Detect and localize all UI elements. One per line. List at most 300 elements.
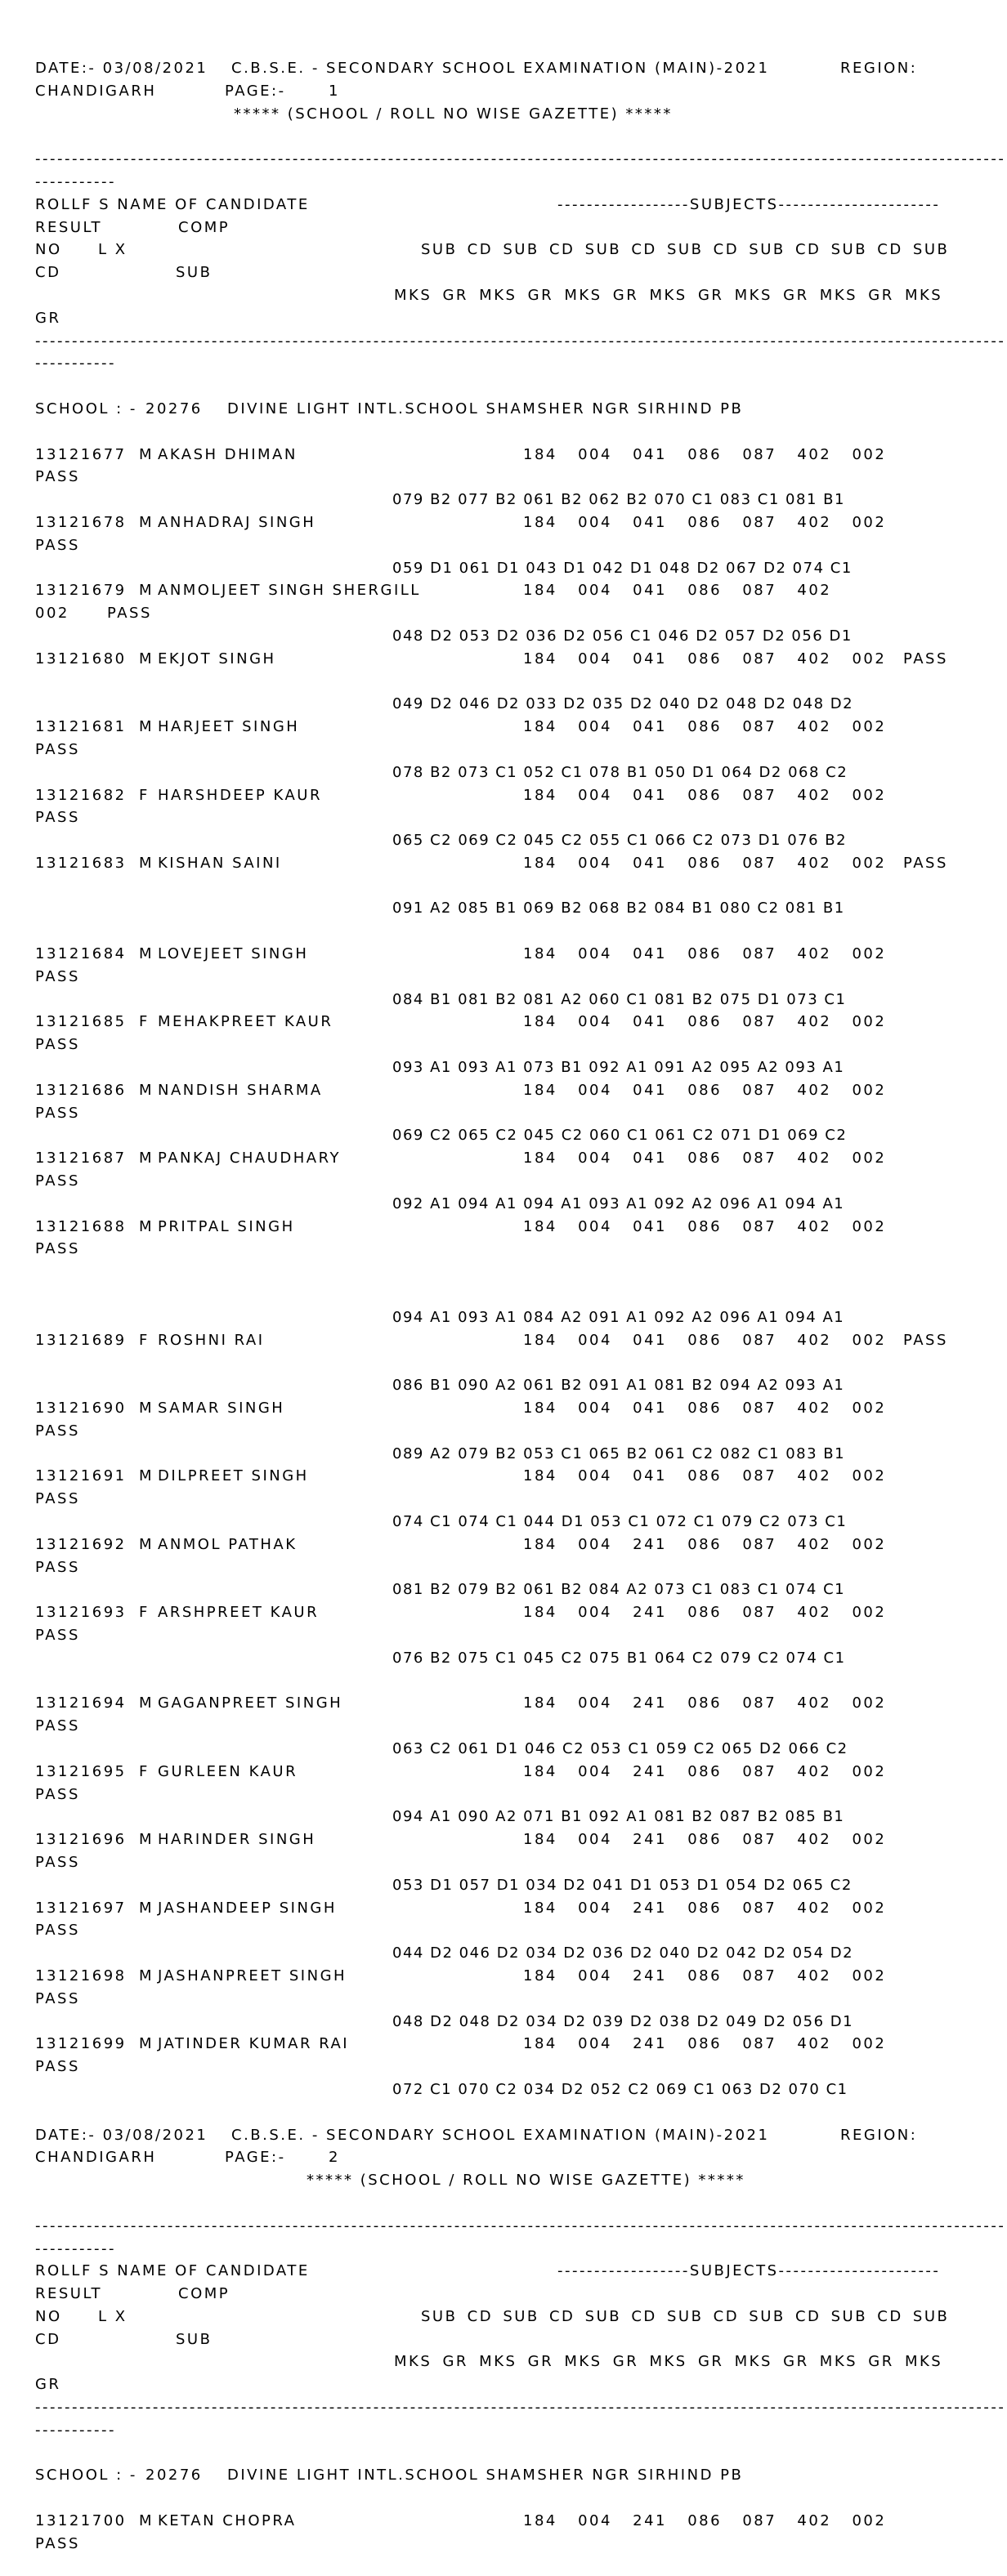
student-row	[0, 716, 1007, 739]
gender: M	[139, 2035, 154, 2053]
blank-line	[0, 2442, 1007, 2465]
subject-codes: 184 004 041 086 087 402 002	[523, 854, 887, 872]
school-code: 20276	[145, 2467, 203, 2484]
gazette-banner: ***** (SCHOOL / ROLL NO WISE GAZETTE) *****	[307, 2172, 745, 2190]
columns-line	[0, 2328, 1007, 2351]
blank-line	[0, 2192, 1007, 2215]
marks-grades: 049 D2 046 D2 033 D2 035 D2 040 D2 048 D2 048 D2	[392, 695, 854, 713]
page-header-line	[0, 57, 1007, 80]
roll-number: 13121695	[35, 1762, 127, 1780]
divider-line	[0, 2215, 1007, 2238]
student-row	[0, 648, 1007, 671]
student-row	[0, 1011, 1007, 1034]
subject-codes: 184 004 241 086 087 402 002	[523, 1694, 887, 1712]
column-header-comp: COMP	[178, 218, 230, 236]
date-label: DATE:-	[35, 2126, 96, 2144]
subject-codes: 184 004 041 086 087 402 002	[523, 1217, 887, 1235]
gender: M	[139, 945, 154, 963]
roll-number: 13121696	[35, 1831, 127, 1849]
marks-grades: 093 A1 093 A1 073 B1 092 A1 091 A2 095 A2 093 A1	[392, 1059, 845, 1077]
blank-line	[0, 875, 1007, 898]
roll-number: 13121683	[35, 854, 127, 872]
column-header-lx: L X	[98, 2307, 128, 2325]
student-marks-row	[0, 557, 1007, 580]
marks-grades: 048 D2 053 D2 036 D2 056 C1 046 D2 057 D2 056 D1	[392, 627, 853, 645]
candidate-name: SAMAR SINGH	[158, 1400, 285, 1417]
date-label: DATE:-	[35, 60, 96, 77]
candidate-name: GURLEEN KAUR	[158, 1762, 298, 1780]
marks-grades: 092 A1 094 A1 094 A1 093 A1 092 A2 096 A1 094 A1	[392, 1194, 845, 1212]
result-status: PASS	[35, 967, 80, 985]
student-row-wrap	[0, 966, 1007, 989]
roll-number: 13121686	[35, 1081, 127, 1099]
marks-grades: 053 D1 057 D1 034 D2 041 D1 053 D1 054 D2 065 C2	[392, 1876, 853, 1894]
column-header-roll: ROLL	[35, 195, 82, 213]
column-header-lx: L X	[98, 241, 128, 259]
student-marks-row	[0, 1306, 1007, 1329]
student-row-wrap	[0, 1851, 1007, 1874]
columns-line	[0, 2373, 1007, 2396]
page-label: PAGE:-	[225, 82, 286, 100]
student-row	[0, 1216, 1007, 1239]
roll-number: 13121690	[35, 1400, 127, 1417]
student-row	[0, 1079, 1007, 1102]
roll-number: 13121680	[35, 650, 127, 667]
gender: F	[139, 1604, 150, 1622]
student-row	[0, 1828, 1007, 1851]
candidate-name: ROSHNI RAI	[158, 1331, 265, 1349]
student-marks-row	[0, 1578, 1007, 1601]
marks-grades: 072 C1 070 C2 034 D2 052 C2 069 C1 063 D2 070 C1	[392, 2080, 848, 2098]
gender: M	[139, 1081, 154, 1099]
date-value: 03/08/2021	[102, 60, 208, 77]
gender: M	[139, 1831, 154, 1849]
columns-line	[0, 261, 1007, 284]
result-status: PASS	[35, 1240, 80, 1258]
candidate-name: ANMOL PATHAK	[158, 1535, 298, 1553]
subject-codes: 184 004 041 086 087 402 002	[523, 650, 887, 667]
student-row-wrap	[0, 534, 1007, 557]
column-header-candidate: F S NAME OF CANDIDATE	[82, 195, 310, 213]
student-marks-row	[0, 1647, 1007, 1670]
student-row-wrap	[0, 602, 1007, 625]
divider-fragment: -----------	[35, 172, 116, 190]
candidate-name: KISHAN SAINI	[158, 854, 282, 872]
column-header-sub: SUB	[176, 2330, 213, 2348]
marks-grades: 089 A2 079 B2 053 C1 065 B2 061 C2 082 C1 083 B1	[392, 1444, 846, 1462]
result-status: PASS	[35, 1853, 80, 1871]
roll-number: 13121682	[35, 786, 127, 804]
divider-line	[0, 148, 1007, 171]
result-status: PASS	[35, 1558, 80, 1576]
roll-number: 13121698	[35, 1967, 127, 1984]
candidate-name: ANMOLJEET SINGH SHERGILL	[158, 582, 421, 600]
student-marks-row	[0, 1193, 1007, 1216]
column-header-result: RESULT	[35, 218, 103, 236]
candidate-name: NANDISH SHARMA	[158, 1081, 323, 1099]
subject-codes: 184 004 041 086 087 402 002	[523, 718, 887, 736]
roll-number: 13121689	[35, 1331, 127, 1349]
gender: M	[139, 650, 154, 667]
subjects-header-dashes: ------------------SUBJECTS----------------------	[557, 195, 941, 213]
student-marks-row	[0, 1738, 1007, 1761]
student-row	[0, 1601, 1007, 1624]
student-row-wrap	[0, 1488, 1007, 1511]
school-line	[0, 398, 1007, 421]
candidate-name: MEHAKPREET KAUR	[158, 1013, 333, 1031]
columns-line	[0, 2351, 1007, 2373]
columns-line	[0, 239, 1007, 261]
marks-grades: 091 A2 085 B1 069 B2 068 B2 084 B1 080 C2 081 B1	[392, 900, 845, 917]
candidate-name: JASHANPREET SINGH	[158, 1967, 347, 1984]
school-name: DIVINE LIGHT INTL.SCHOOL SHAMSHER NGR SIRHIND PB	[227, 400, 744, 417]
blank-line	[0, 671, 1007, 694]
marks-grades: 081 B2 079 B2 061 B2 084 A2 073 C1 083 C1 074 C1	[392, 1581, 846, 1599]
divider-line	[0, 2419, 1007, 2442]
columns-line	[0, 194, 1007, 217]
blank-line	[0, 421, 1007, 444]
column-header-result: RESULT	[35, 2285, 103, 2303]
marks-grades: 084 B1 081 B2 081 A2 060 C1 081 B2 075 D1 073 C1	[392, 990, 847, 1008]
student-marks-row	[0, 1511, 1007, 1534]
student-row	[0, 579, 1007, 602]
result-status: PASS	[35, 1922, 80, 1940]
student-row	[0, 1965, 1007, 1988]
marks-grades: 076 B2 075 C1 045 C2 075 B1 064 C2 079 C2 074 C1	[392, 1649, 846, 1667]
student-row-wrap	[0, 739, 1007, 761]
gender: M	[139, 1535, 154, 1553]
subject-codes: 184 004 041 086 087 402 002	[523, 786, 887, 804]
student-row	[0, 2510, 1007, 2533]
result-status: PASS	[35, 740, 80, 758]
student-marks-row	[0, 761, 1007, 784]
subject-codes: 184 004 041 086 087 402 002	[523, 1467, 887, 1485]
result-status: PASS	[35, 809, 80, 827]
candidate-name: HARINDER SINGH	[158, 1831, 316, 1849]
column-header-sub-cd: SUB CD SUB CD SUB CD SUB CD SUB CD SUB CD SUB	[421, 2307, 950, 2325]
banner-line	[0, 2169, 1007, 2192]
marks-grades: 094 A1 090 A2 071 B1 092 A1 081 B2 087 B2 085 B1	[392, 1808, 845, 1826]
subject-codes: 184 004 041 086 087 402 002	[523, 945, 887, 963]
school-code: 20276	[145, 400, 203, 417]
divider-line	[0, 2238, 1007, 2261]
student-marks-row	[0, 625, 1007, 648]
divider-line	[0, 2396, 1007, 2419]
student-marks-row	[0, 1874, 1007, 1897]
student-row-wrap	[0, 1420, 1007, 1443]
subject-codes: 184 004 041 086 087 402 002	[523, 1150, 887, 1167]
school-line	[0, 2464, 1007, 2487]
student-row-wrap	[0, 1919, 1007, 1942]
student-marks-row	[0, 1374, 1007, 1397]
region-value: CHANDIGARH	[35, 2149, 157, 2167]
school-name: DIVINE LIGHT INTL.SCHOOL SHAMSHER NGR SIRHIND PB	[227, 2467, 744, 2484]
school-label: SCHOOL : -	[35, 2467, 137, 2484]
student-marks-row	[0, 1806, 1007, 1828]
gender: M	[139, 513, 154, 531]
region-value: CHANDIGARH	[35, 82, 157, 100]
candidate-name: PRITPAL SINGH	[158, 1217, 295, 1235]
student-row	[0, 1761, 1007, 1784]
result-status: PASS	[35, 1785, 80, 1803]
gender: M	[139, 1694, 154, 1712]
column-header-candidate: F S NAME OF CANDIDATE	[82, 2262, 310, 2280]
gender: M	[139, 854, 154, 872]
column-header-comp: COMP	[178, 2285, 230, 2303]
subject-codes: 184 004 041 086 087 402	[523, 582, 832, 600]
candidate-name: PANKAJ CHAUDHARY	[158, 1150, 341, 1167]
divider: ------------------------------------------------------------------------------------------------------------------------------------	[35, 150, 1006, 168]
gazette-banner: ***** (SCHOOL / ROLL NO WISE GAZETTE) *****	[234, 105, 673, 123]
blank-line	[0, 1351, 1007, 1374]
gender: F	[139, 1013, 150, 1031]
result-status: PASS	[35, 1036, 80, 1054]
student-row-wrap	[0, 806, 1007, 829]
gender: M	[139, 1217, 154, 1235]
result-status: PASS	[35, 1626, 80, 1644]
subject-codes: 184 004 041 086 087 402 002	[523, 1013, 887, 1031]
result-status: PASS	[35, 1172, 80, 1190]
region-label: REGION:	[840, 2126, 918, 2144]
candidate-name: ARSHPREET KAUR	[158, 1604, 320, 1622]
student-marks-row	[0, 2078, 1007, 2101]
marks-grades: 079 B2 077 B2 061 B2 062 B2 070 C1 083 C1 081 B1	[392, 491, 845, 509]
student-marks-row	[0, 989, 1007, 1011]
student-marks-row	[0, 1056, 1007, 1079]
student-row-wrap	[0, 1784, 1007, 1806]
blank-line	[0, 2101, 1007, 2124]
gender: F	[139, 1762, 150, 1780]
result-status: PASS	[35, 1717, 80, 1735]
roll-number: 13121700	[35, 2512, 127, 2530]
columns-line	[0, 307, 1007, 330]
column-header-cd: CD	[35, 264, 61, 282]
exam-title: C.B.S.E. - SECONDARY SCHOOL EXAMINATION (MAIN)-2021	[231, 60, 770, 77]
divider-fragment: -----------	[35, 355, 116, 373]
student-marks-row	[0, 1942, 1007, 1965]
column-header-roll: ROLL	[35, 2262, 82, 2280]
student-row	[0, 1397, 1007, 1420]
page-header-line	[0, 2146, 1007, 2169]
subject-codes: 184 004 241 086 087 402 002	[523, 1899, 887, 1917]
roll-number: 13121677	[35, 445, 127, 463]
student-row-wrap	[0, 1624, 1007, 1647]
gender: M	[139, 718, 154, 736]
divider-fragment: -----------	[35, 2239, 116, 2257]
roll-number: 13121694	[35, 1694, 127, 1712]
student-marks-row	[0, 1124, 1007, 1147]
candidate-name: GAGANPREET SINGH	[158, 1694, 343, 1712]
marks-grades: 074 C1 074 C1 044 D1 053 C1 072 C1 079 C2 073 C1	[392, 1513, 848, 1530]
result-status: PASS	[35, 536, 80, 554]
gender: M	[139, 582, 154, 600]
marks-grades: 059 D1 061 D1 043 D1 042 D1 048 D2 067 D2 074 C1	[392, 559, 853, 577]
marks-grades: 048 D2 048 D2 034 D2 039 D2 038 D2 049 D2 056 D1	[392, 2012, 854, 2030]
roll-number: 13121692	[35, 1535, 127, 1553]
divider-line	[0, 352, 1007, 375]
roll-number: 13121687	[35, 1150, 127, 1167]
exam-title: C.B.S.E. - SECONDARY SCHOOL EXAMINATION (MAIN)-2021	[231, 2126, 770, 2144]
subject-codes: 184 004 241 086 087 402 002	[523, 1535, 887, 1553]
candidate-name: JATINDER KUMAR RAI	[158, 2035, 350, 2053]
subject-codes: 184 004 041 086 087 402 002	[523, 513, 887, 531]
student-marks-row	[0, 693, 1007, 716]
marks-grades: 094 A1 093 A1 084 A2 091 A1 092 A2 096 A1 094 A1	[392, 1308, 845, 1326]
column-header-no: NO	[35, 241, 62, 259]
student-marks-row	[0, 2011, 1007, 2034]
blank-line	[0, 125, 1007, 148]
column-header-gr: GR	[35, 309, 61, 327]
date-value: 03/08/2021	[102, 2126, 208, 2144]
roll-number: 13121693	[35, 1604, 127, 1622]
candidate-name: HARJEET SINGH	[158, 718, 300, 736]
blank-line	[0, 920, 1007, 943]
student-row-wrap	[0, 1556, 1007, 1579]
student-row	[0, 1465, 1007, 1488]
student-row	[0, 1897, 1007, 1920]
student-marks-row	[0, 489, 1007, 511]
divider: ------------------------------------------------------------------------------------------------------------------------------------	[35, 2399, 1006, 2417]
column-header-gr: GR	[35, 2376, 61, 2394]
result-status: PASS	[35, 2534, 80, 2552]
columns-line	[0, 217, 1007, 239]
roll-number: 13121678	[35, 513, 127, 531]
column-header-sub: SUB	[176, 264, 213, 282]
result-status: PASS	[107, 605, 152, 623]
student-row	[0, 444, 1007, 467]
candidate-name: AKASH DHIMAN	[158, 445, 298, 463]
gender: M	[139, 1467, 154, 1485]
result-status: PASS	[35, 468, 80, 486]
marks-grades: 078 B2 073 C1 052 C1 078 B1 050 D1 064 D2 068 C2	[392, 763, 848, 781]
student-row	[0, 2033, 1007, 2056]
subjects-header-dashes: ------------------SUBJECTS----------------------	[557, 2262, 941, 2280]
page-number: 2	[329, 2149, 340, 2167]
student-row	[0, 784, 1007, 807]
student-row-wrap	[0, 2533, 1007, 2556]
date-field	[35, 2124, 208, 2147]
divider-line	[0, 171, 1007, 194]
divider: ------------------------------------------------------------------------------------------------------------------------------------	[35, 2217, 1006, 2234]
subject-codes: 184 004 241 086 087 402 002	[523, 2035, 887, 2053]
student-row	[0, 1692, 1007, 1715]
columns-line	[0, 2260, 1007, 2283]
student-marks-row	[0, 897, 1007, 920]
column-header-cd: CD	[35, 2330, 61, 2348]
result-status: PASS	[35, 1104, 80, 1122]
roll-number: 13121697	[35, 1899, 127, 1917]
divider-line	[0, 330, 1007, 353]
roll-number: 13121688	[35, 1217, 127, 1235]
gender: F	[139, 786, 150, 804]
roll-number: 13121684	[35, 945, 127, 963]
marks-grades: 069 C2 065 C2 045 C2 060 C1 061 C2 071 D1 069 C2	[392, 1127, 848, 1145]
marks-grades: 065 C2 069 C2 045 C2 055 C1 066 C2 073 D1 076 B2	[392, 832, 848, 850]
student-row-wrap	[0, 1238, 1007, 1261]
subject-codes: 184 004 241 086 087 402 002	[523, 1762, 887, 1780]
student-marks-row	[0, 829, 1007, 852]
column-header-no: NO	[35, 2307, 62, 2325]
page-header-line	[0, 2124, 1007, 2147]
student-row-wrap	[0, 466, 1007, 489]
divider-fragment: -----------	[35, 2421, 116, 2439]
student-row	[0, 1147, 1007, 1170]
region-label: REGION:	[840, 60, 918, 77]
candidate-name: EKJOT SINGH	[158, 650, 276, 667]
subject-codes: 184 004 241 086 087 402 002	[523, 2512, 887, 2530]
student-row	[0, 1329, 1007, 1352]
marks-grades: 086 B1 090 A2 061 B2 091 A1 081 B2 094 A2 093 A1	[392, 1377, 845, 1395]
gender: F	[139, 1331, 150, 1349]
subject-codes: 184 004 041 086 087 402 002	[523, 1081, 887, 1099]
subject-codes: 184 004 241 086 087 402 002	[523, 1967, 887, 1984]
student-marks-row	[0, 1443, 1007, 1466]
blank-line	[0, 375, 1007, 398]
student-row	[0, 852, 1007, 875]
result-status: PASS	[903, 1331, 948, 1349]
blank-line	[0, 1284, 1007, 1306]
result-status: PASS	[903, 854, 948, 872]
student-row	[0, 511, 1007, 534]
candidate-name: JASHANDEEP SINGH	[158, 1899, 337, 1917]
result-status: PASS	[35, 1422, 80, 1440]
column-header-sub-cd: SUB CD SUB CD SUB CD SUB CD SUB CD SUB CD SUB	[421, 241, 950, 259]
page-label: PAGE:-	[225, 2149, 286, 2167]
columns-line	[0, 2283, 1007, 2306]
blank-line	[0, 2487, 1007, 2510]
result-status: PASS	[35, 2058, 80, 2076]
result-status: PASS	[35, 1989, 80, 2007]
roll-number: 13121685	[35, 1013, 127, 1031]
candidate-name: DILPREET SINGH	[158, 1467, 309, 1485]
candidate-name: ANHADRAJ SINGH	[158, 513, 316, 531]
gender: M	[139, 1150, 154, 1167]
student-row-wrap	[0, 1988, 1007, 2011]
column-header-mks-gr: MKS GR MKS GR MKS GR MKS GR MKS GR MKS GR MKS	[394, 286, 943, 304]
page-number: 1	[329, 82, 340, 100]
student-row-wrap	[0, 2056, 1007, 2078]
subject-codes: 184 004 041 086 087 402 002	[523, 445, 887, 463]
date-field	[35, 57, 208, 80]
subject-codes: 184 004 241 086 087 402 002	[523, 1831, 887, 1849]
roll-number: 13121681	[35, 718, 127, 736]
blank-line	[0, 1670, 1007, 1693]
gender: M	[139, 2512, 154, 2530]
student-row-wrap	[0, 1170, 1007, 1193]
page-header-line	[0, 80, 1007, 103]
gender: M	[139, 1967, 154, 1984]
subject-codes: 184 004 041 086 087 402 002	[523, 1331, 887, 1349]
candidate-name: LOVEJEET SINGH	[158, 945, 309, 963]
banner-line	[0, 103, 1007, 126]
divider: ------------------------------------------------------------------------------------------------------------------------------------	[35, 332, 1006, 350]
roll-number: 13121691	[35, 1467, 127, 1485]
gender: M	[139, 1400, 154, 1417]
roll-number: 13121679	[35, 582, 127, 600]
marks-grades: 044 D2 046 D2 034 D2 036 D2 040 D2 042 D2 054 D2	[392, 1944, 854, 1962]
subject-code-wrapped: 002	[35, 605, 69, 623]
candidate-name: HARSHDEEP KAUR	[158, 786, 322, 804]
student-row	[0, 1534, 1007, 1556]
marks-grades: 063 C2 061 D1 046 C2 053 C1 059 C2 065 D2 066 C2	[392, 1739, 848, 1757]
result-status: PASS	[35, 1490, 80, 1508]
column-header-mks-gr: MKS GR MKS GR MKS GR MKS GR MKS GR MKS GR MKS	[394, 2353, 943, 2371]
candidate-name: KETAN CHOPRA	[158, 2512, 297, 2530]
student-row	[0, 943, 1007, 966]
columns-line	[0, 2306, 1007, 2328]
columns-line	[0, 284, 1007, 307]
gender: M	[139, 1899, 154, 1917]
